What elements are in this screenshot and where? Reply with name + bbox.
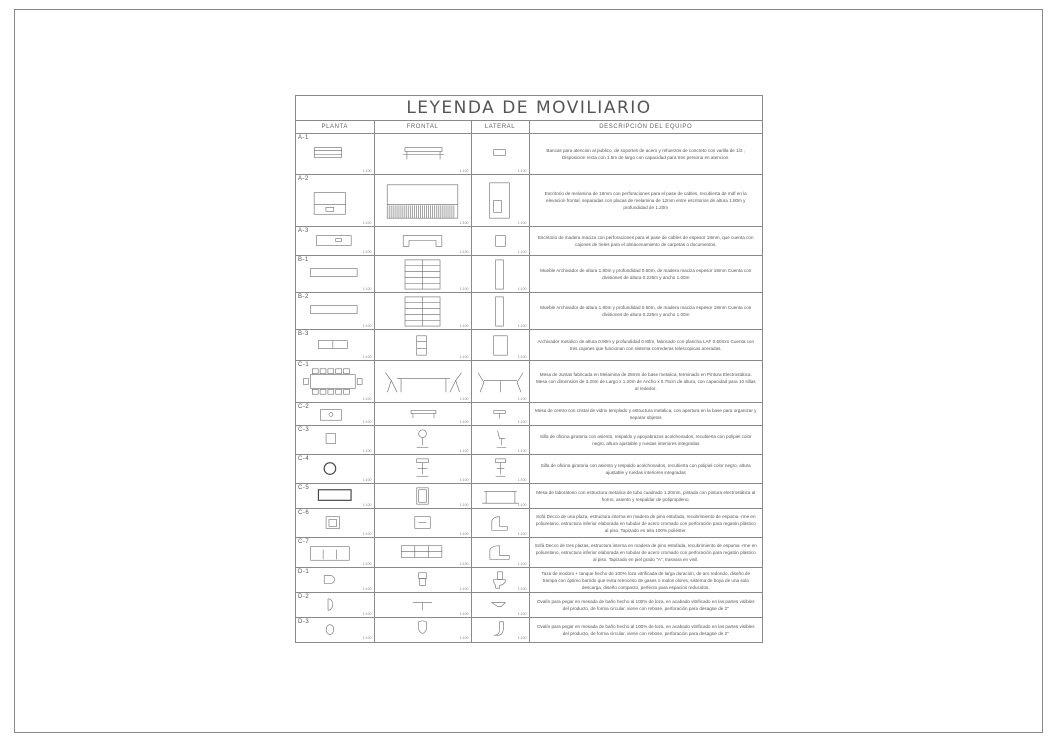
cell-planta <box>296 568 374 593</box>
cell-planta <box>296 293 374 330</box>
scale-label: 1:100 <box>459 355 469 359</box>
row-code: B-2 <box>298 294 309 300</box>
meeting-table-front-icon <box>375 361 471 402</box>
equipment-description: Mueble Archivador de altura 1.80m y profundidad 0.50m, de madera maciza espesor 18mm Cuenta con divisiones de altura 0.225m y ancho 1.00m <box>540 305 752 317</box>
cell-descripcion <box>529 134 762 175</box>
scale-label: 1:100 <box>517 355 527 359</box>
office-chair-front-icon <box>375 426 471 454</box>
cell-planta <box>296 134 374 175</box>
header-planta: PLANTA <box>296 121 374 134</box>
cell-descripcion <box>529 330 762 361</box>
cell-planta <box>296 455 374 484</box>
scale-label: 1:100 <box>459 478 469 482</box>
scale-label: 1:100 <box>517 221 527 225</box>
cell-planta <box>296 593 374 618</box>
scale-label: 1:100 <box>459 221 469 225</box>
legend-title: LEYENDA DE MOVILIARIO <box>296 96 762 121</box>
equipment-description: Mesa de laboratorio con estructura metalica de tubo cuadrado 1.20mm, pintada con pintura electrostática al horno, asiento y respaldar de polipropileno. <box>536 490 756 502</box>
basin-front-icon <box>375 618 471 641</box>
scale-label: 1:100 <box>459 169 469 173</box>
cell-descripcion <box>529 426 762 455</box>
cell-lateral <box>471 227 529 256</box>
cell-descripcion <box>529 568 762 593</box>
legend-row <box>296 175 762 227</box>
cell-lateral <box>471 426 529 455</box>
equipment-description: Silla de oficina giratoria con asiento, respaldo y apoyabrazos acolchonados, recubierta con polipiel color negro, altura ajustable y ruedas interiores integradas <box>539 434 752 446</box>
scale-label: 1:100 <box>517 420 527 424</box>
cell-frontal <box>374 484 471 509</box>
cell-descripcion <box>529 455 762 484</box>
cell-frontal <box>374 455 471 484</box>
bench-front-icon <box>375 134 471 174</box>
scale-label: 1:100 <box>517 503 527 507</box>
row-code: C-1 <box>298 362 310 368</box>
bench-plan-icon <box>296 134 374 174</box>
cell-descripcion <box>529 484 762 509</box>
equipment-description: Mueble Archivador de altura 1.80m y profundidad 0.60m, de madera maciza espesor 18mm Cuenta con divisiones de altura 0.225m y ancho 1.00m <box>540 268 752 280</box>
coffee-table-front-icon <box>375 403 471 425</box>
row-code: A-1 <box>298 135 309 141</box>
cell-frontal <box>374 618 471 642</box>
cell-lateral <box>471 568 529 593</box>
armchair-front-icon <box>375 509 471 537</box>
cell-planta <box>296 509 374 538</box>
cell-frontal <box>374 361 471 403</box>
cell-planta <box>296 256 374 293</box>
scale-label: 1:100 <box>459 562 469 566</box>
row-code: D-1 <box>298 569 310 575</box>
cell-planta <box>296 538 374 568</box>
scale-label: 1:100 <box>459 250 469 254</box>
cell-lateral <box>471 403 529 426</box>
desk-plan-icon <box>296 175 374 226</box>
scale-label: 1:100 <box>459 612 469 616</box>
lab-table-front-icon <box>375 484 471 508</box>
scale-label: 1:100 <box>517 532 527 536</box>
legend-row <box>296 538 762 568</box>
cell-lateral <box>471 538 529 568</box>
scale-label: 1:100 <box>459 449 469 453</box>
legend-row <box>296 509 762 538</box>
cell-descripcion <box>529 256 762 293</box>
row-code: A-2 <box>298 176 309 182</box>
row-code: C-3 <box>298 427 310 433</box>
meeting-table-side-icon <box>472 361 529 402</box>
cell-descripcion <box>529 593 762 618</box>
cell-planta <box>296 426 374 455</box>
meeting-table-plan-icon <box>296 361 374 402</box>
equipment-description: Sofá Decco de tres plazas, estructura interna en madera de pino estufada, recubrimiento de espuma -rme en poliuretano, estructura inferior elaborada en tubular de acero cromado con perforación para regatón plástico al piso. Tapizado en piel grado "A", trasvara en vinil. <box>534 543 757 562</box>
scale-label: 1:100 <box>362 250 372 254</box>
legend-row <box>296 330 762 361</box>
legend-row <box>296 361 762 403</box>
legend-row <box>296 455 762 484</box>
equipment-description: Escritorio de melamina de 18mm con perforaciones para el pase de cables, recubierta de mdf en la elevacion frontal, separadas con placas de melamina de 12mm entre escritorios de altura 1.80m y profundidad de 1.20m <box>544 191 747 210</box>
scale-label: 1:100 <box>517 636 527 641</box>
cell-planta <box>296 175 374 227</box>
row-code: C-7 <box>298 539 310 545</box>
header-frontal: FRONTAL <box>374 121 471 134</box>
legend-table <box>296 121 762 642</box>
legend-body <box>296 134 762 642</box>
cell-descripcion <box>529 618 762 642</box>
scale-label: 1:100 <box>459 420 469 424</box>
cell-planta <box>296 618 374 642</box>
equipment-description: Ovalín para pegar en mesada de baño hecho al 100% de loza, en acabado vitrificado en las partes visibles del producto, de forma circular, viene con rebose, perforación para desagüe de 2" <box>536 623 755 636</box>
cabinet-front-icon <box>375 330 471 360</box>
cell-frontal <box>374 568 471 593</box>
legend-row <box>296 426 762 455</box>
scale-label: 1:100 <box>459 532 469 536</box>
equipment-description: Ovalín para pegar en mesada de baño hecho al 100% de loza, en acabado vitrificado en las partes visibles del producto, de forma circular, viene con rebose, perforación para desagüe de 2" <box>536 599 755 611</box>
scale-label: 1:100 <box>517 324 527 328</box>
cell-lateral <box>471 509 529 538</box>
cell-lateral <box>471 484 529 509</box>
scale-label: 1:100 <box>517 250 527 254</box>
legend-row <box>296 293 762 330</box>
equipment-description: Sofá Decco de una plaza, estructura interna en madera de pino estufada, recubrimiento de espuma -rme en poliuretano, estructura inferior elaborada en tubular de acero cromado con perforación para regatón plástico al piso. Tapizado en tela 100% poliéster. <box>535 513 756 533</box>
header-lateral: LATERAL <box>471 121 529 134</box>
scale-label: 1:100 <box>362 221 372 225</box>
scale-label: 1:100 <box>517 478 527 482</box>
cell-planta <box>296 361 374 403</box>
scale-label: 1:100 <box>459 287 469 291</box>
row-code: D-3 <box>298 619 310 626</box>
cell-lateral <box>471 330 529 361</box>
equipment-description: Silla de oficina giratoria con asiento y respaldo acolchonados, recubierta con polipiel color negro, altura ajustable y ruedas interiores integradas <box>540 463 751 475</box>
scale-label: 1:100 <box>517 169 527 173</box>
shelf-front-icon <box>375 293 471 329</box>
legend-header-row <box>296 121 762 134</box>
scale-label: 1:100 <box>362 612 372 616</box>
cell-frontal <box>374 134 471 175</box>
cell-descripcion <box>529 361 762 403</box>
cell-frontal <box>374 256 471 293</box>
scale-label: 1:100 <box>362 397 372 401</box>
legend-row <box>296 618 762 642</box>
cell-lateral <box>471 293 529 330</box>
cell-frontal <box>374 227 471 256</box>
shelf-front-icon <box>375 256 471 292</box>
scale-label: 1:100 <box>517 287 527 291</box>
scale-label: 1:100 <box>362 287 372 291</box>
cell-frontal <box>374 293 471 330</box>
cell-frontal <box>374 538 471 568</box>
scale-label: 1:100 <box>459 324 469 328</box>
scale-label: 1:100 <box>362 532 372 536</box>
row-code: A-3 <box>298 228 309 234</box>
row-code: B-1 <box>298 257 309 263</box>
cell-descripcion <box>529 227 762 256</box>
row-code: C-6 <box>298 510 310 516</box>
scale-label: 1:100 <box>362 324 372 328</box>
scale-label: 1:100 <box>459 636 469 641</box>
partition-front-icon <box>375 175 471 226</box>
scale-label: 1:100 <box>362 503 372 507</box>
cell-lateral <box>471 455 529 484</box>
row-code: D-2 <box>298 594 310 600</box>
equipment-description: Archivador metalico de altura 0.90m y profundidad 0.80m, fabricado con plancha LAF 0.60mm Cuenta con tres cajones que funcionan con sistema correderas telescopicas aceradas. <box>537 339 755 351</box>
cell-frontal <box>374 175 471 227</box>
scale-label: 1:100 <box>362 587 372 591</box>
stool-front-icon <box>375 455 471 483</box>
legend-row <box>296 568 762 593</box>
cell-lateral <box>471 593 529 618</box>
legend-row <box>296 227 762 256</box>
scale-label: 1:100 <box>517 449 527 453</box>
scale-label: 1:100 <box>517 587 527 591</box>
legend-row <box>296 403 762 426</box>
scale-label: 1:100 <box>362 478 372 482</box>
cell-descripcion <box>529 293 762 330</box>
equipment-description: Mesa de Juntas fabricada en Melamina de 28mm de base metalica, terminado en Pintura Electrostática. Mesa con dimension de 3.20m de Largo x 1.20m de Ancho x 0.75cm de altura, con capacidad para 10 sillas al rededor. <box>535 372 756 391</box>
scale-label: 1:100 <box>459 397 469 401</box>
scale-label: 1:100 <box>517 562 527 566</box>
legend-row <box>296 134 762 175</box>
scale-label: 1:100 <box>362 420 372 424</box>
cell-lateral <box>471 175 529 227</box>
cell-planta <box>296 484 374 509</box>
cell-frontal <box>374 593 471 618</box>
cell-frontal <box>374 426 471 455</box>
cell-descripcion <box>529 509 762 538</box>
toilet-front-icon <box>375 568 471 592</box>
cell-descripcion <box>529 175 762 227</box>
cell-frontal <box>374 403 471 426</box>
scale-label: 1:100 <box>459 587 469 591</box>
equipment-description: Escritorio de madera maciza con perforaciones para el pase de cables de espesor 18mm, que cuenta con cajones de rieles para el almacenamiento de carpetas o documentos. <box>537 235 754 247</box>
header-descripcion: DESCRIPCIÓN DEL EQUIPO <box>529 121 762 134</box>
cell-lateral <box>471 134 529 175</box>
legend-row <box>296 256 762 293</box>
scale-label: 1:100 <box>362 169 372 173</box>
wood-desk-front-icon <box>375 227 471 255</box>
scale-label: 1:100 <box>517 612 527 616</box>
scale-label: 1:100 <box>362 562 372 566</box>
row-code: C-4 <box>298 456 310 462</box>
scale-label: 1:100 <box>459 503 469 507</box>
scale-label: 1:100 <box>362 636 372 641</box>
scale-label: 1:100 <box>517 397 527 401</box>
washbasin-front-icon <box>375 593 471 617</box>
equipment-description: Mesa de centro con cristal de vidrio templado y estructura metalica, con apertura en la base para organizar y separar objetos <box>535 408 757 420</box>
cell-lateral <box>471 618 529 642</box>
legend-row <box>296 484 762 509</box>
cell-lateral <box>471 256 529 293</box>
equipment-description: Bancas para atencion al publico, de soportes de acero y refuerzos de concreto con varilla de 1/2 , Disposicion recta con 1.5m de largo con capacidad para tres persona en atencion. <box>546 148 746 160</box>
cell-frontal <box>374 509 471 538</box>
legend-row <box>296 593 762 618</box>
furniture-legend <box>295 95 763 643</box>
scale-label: 1:100 <box>362 449 372 453</box>
desk-side-icon <box>472 175 529 226</box>
cell-planta <box>296 330 374 361</box>
cell-descripcion <box>529 538 762 568</box>
cell-lateral <box>471 361 529 403</box>
bench-side-icon <box>472 134 529 174</box>
equipment-description: Taza de inodoro + tanque hecho de 100% loza vitrificada de larga duración, de aro redondo, diseño de trampa con óptimo barrido que evita retroceso de gases o malos olores, sistema de boya de una sola descarga, diseño compacto, perfecto para espacios reducidos. <box>541 570 751 590</box>
cell-descripcion <box>529 403 762 426</box>
row-code: B-3 <box>298 331 309 337</box>
row-code: C-2 <box>298 404 310 410</box>
cell-planta <box>296 403 374 426</box>
sofa-front-icon <box>375 538 471 567</box>
row-code: C-5 <box>298 485 310 491</box>
cell-frontal <box>374 330 471 361</box>
scale-label: 1:100 <box>362 355 372 359</box>
cell-planta <box>296 227 374 256</box>
